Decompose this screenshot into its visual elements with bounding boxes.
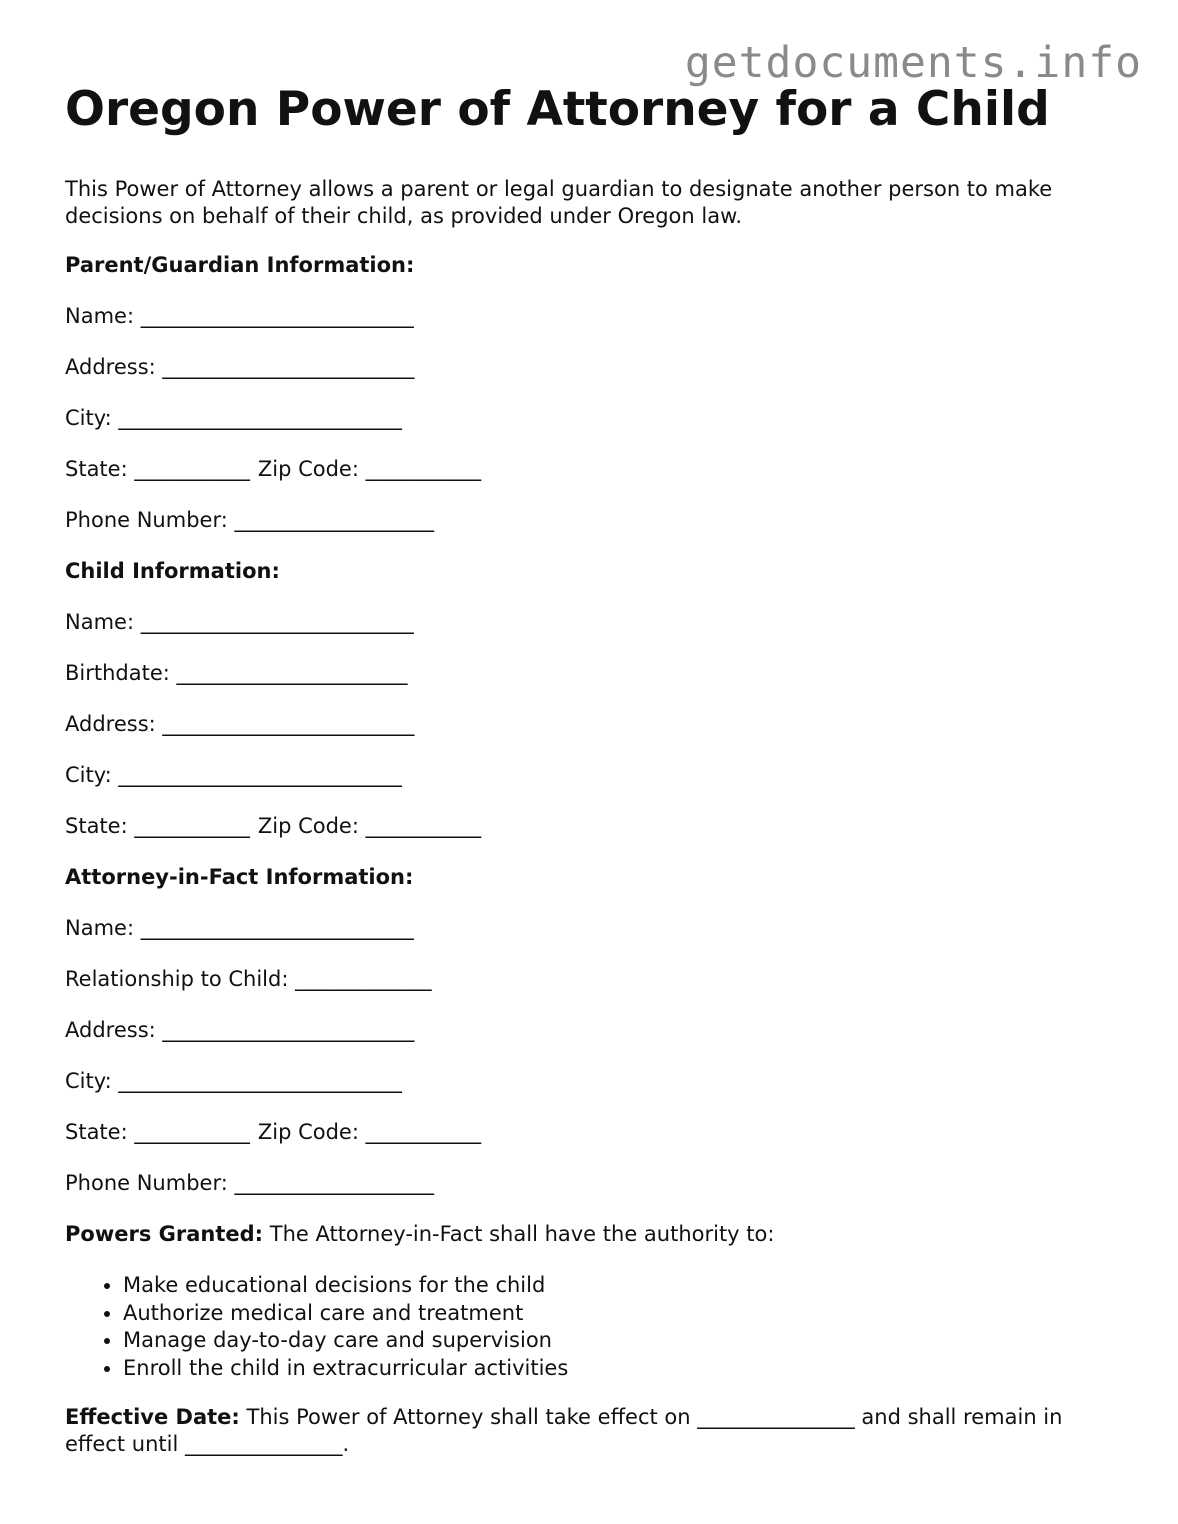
child-zip-field[interactable]: Zip Code: ___________ [257,814,482,838]
child-name-field[interactable]: Name: __________________________ [65,610,414,634]
list-item: • Enroll the child in extracurricular activities [123,1355,1125,1383]
powers-granted-label: Powers Granted: [65,1222,264,1246]
child-city-field[interactable]: City: ___________________________ [65,763,402,787]
attorney-phone-field[interactable]: Phone Number: ___________________ [65,1171,434,1195]
attorney-name-field[interactable]: Name: __________________________ [65,916,414,940]
effective-date-paragraph [65,1404,1125,1458]
child-state-field[interactable]: State: ___________ [65,814,250,838]
document-title: Oregon Power of Attorney for a Child [65,82,1050,137]
child-section-heading: Child Information: [65,559,280,583]
watermark-text: getdocuments.info [684,38,1142,88]
document-page [65,80,1125,1458]
effective-date-text[interactable]: This Power of Attorney shall take effect on _______________ and shall remain in effect until _______________. [65,1405,1063,1456]
attorney-state-field[interactable]: State: ___________ [65,1120,250,1144]
parent-name-field[interactable]: Name: __________________________ [65,304,414,328]
child-address-field[interactable]: Address: ________________________ [65,712,415,736]
parent-address-field[interactable]: Address: ________________________ [65,355,415,379]
parent-state-zip-row [65,456,1125,483]
attorney-zip-field[interactable]: Zip Code: ___________ [257,1120,482,1144]
list-item: • Authorize medical care and treatment [123,1300,1125,1328]
powers-list [65,1272,1125,1382]
intro-paragraph: This Power of Attorney allows a parent or legal guardian to designate another person to make decisions on behalf of their child, as provided under Oregon law. [65,177,1053,228]
parent-section-heading: Parent/Guardian Information: [65,253,415,277]
parent-phone-field[interactable]: Phone Number: ___________________ [65,508,434,532]
parent-zip-field[interactable]: Zip Code: ___________ [257,457,482,481]
attorney-address-field[interactable]: Address: ________________________ [65,1018,415,1042]
attorney-section-heading: Attorney-in-Fact Information: [65,865,414,889]
list-item: • Make educational decisions for the child [123,1272,1125,1300]
attorney-relationship-field[interactable]: Relationship to Child: _____________ [65,967,432,991]
powers-granted-paragraph [65,1221,1125,1248]
list-item: • Manage day-to-day care and supervision [123,1327,1125,1355]
parent-city-field[interactable]: City: ___________________________ [65,406,402,430]
attorney-state-zip-row [65,1119,1125,1146]
powers-granted-text: The Attorney-in-Fact shall have the authority to: [263,1222,775,1246]
effective-date-label: Effective Date: [65,1405,240,1429]
attorney-city-field[interactable]: City: ___________________________ [65,1069,402,1093]
parent-state-field[interactable]: State: ___________ [65,457,250,481]
child-state-zip-row [65,813,1125,840]
child-birthdate-field[interactable]: Birthdate: ______________________ [65,661,408,685]
